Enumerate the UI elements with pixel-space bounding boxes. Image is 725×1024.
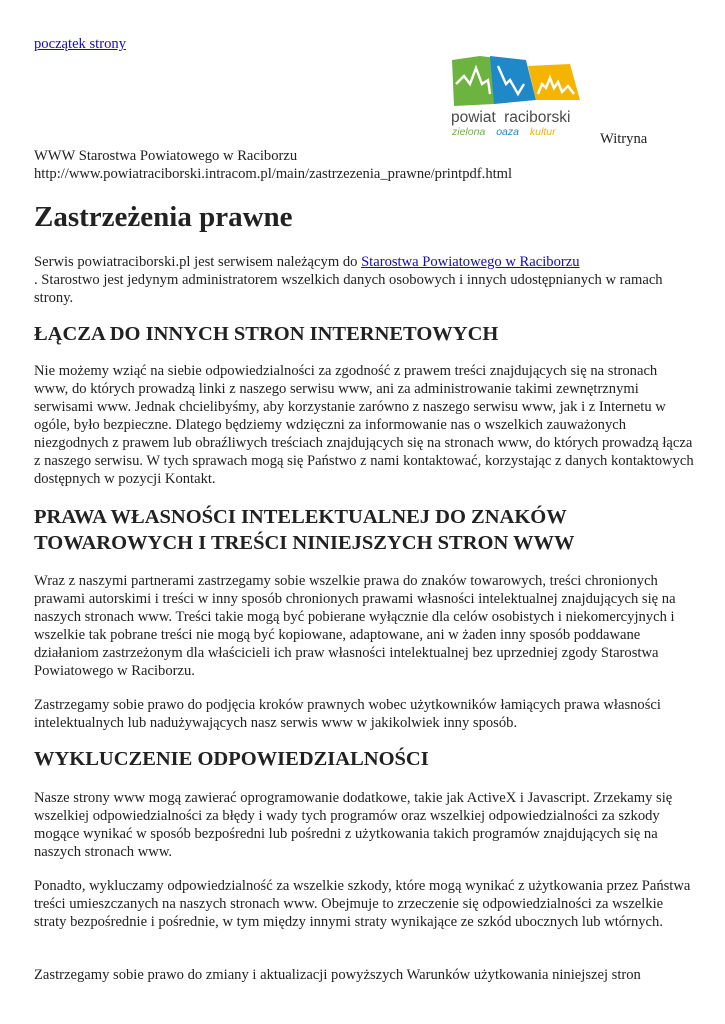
logo-word-raciborski: raciborski <box>504 109 571 126</box>
site-url: http://www.powiatraciborski.intracom.pl/main/zastrzezenia_prawne/printpdf.html <box>34 166 513 182</box>
intro-paragraph <box>34 253 694 307</box>
logo-yellow-shape <box>528 64 580 100</box>
svg-text:powiat raciborski <box>451 109 570 126</box>
logo-word-powiat: powiat <box>451 109 496 126</box>
logo-graphic <box>450 54 582 142</box>
section-heading-intellectual-property: PRAWA WŁASNOŚCI INTELEKTUALNEJ DO ZNAKÓW TOWAROWYCH I TREŚCI NINIEJSZYCH STRON WWW <box>34 506 575 554</box>
section-paragraph-liability-1: Nasze strony www mogą zawierać oprogramowanie dodatkowe, takie jak ActiveX i Javascript. Zrzekamy się wszelkiej odpowiedzialności za błędy i wady tych programów oraz wszelkiej odpowiedzialności za szkody mogące wynikać w sposób bezpośredni lub pośredni z użytkowania takich programów znajdujących się na naszych stronach www. <box>34 790 673 860</box>
section-paragraph-ip-1: Wraz z naszymi partnerami zastrzegamy sobie wszelkie prawa do znaków towarowych, treści chronionych prawami autorskimi i treści w inny sposób chronionych prawami własności intelektualnej znajdujących się na naszych stronach www. Treści takie mogą być pobierane wyłącznie dla celów osobistych i niekomercyjnych i wszelkie tak pobrane treści nie mogą być kopiowane, adaptowane, ani w żaden inny sposób poddawane działaniom zastrzeżonym dla właścicieli ich praw własności intelektualnej bez uprzedniej zgody Starostwa Powiatowego w Raciborzu. <box>34 573 676 679</box>
svg-text:zielona oaza k <box>451 126 556 138</box>
logo-tagline-zielona: zielona <box>452 126 486 138</box>
section-paragraph-liability-3: Zastrzegamy sobie prawo do zmiany i aktualizacji powyższych Warunków użytkowania niniejszej stron <box>34 967 641 983</box>
logo-tagline-kultur: kultur <box>529 126 556 138</box>
starostwo-link[interactable]: Starostwa Powiatowego w Raciborzu <box>361 254 580 270</box>
section-paragraph-ip-2: Zastrzegamy sobie prawo do podjęcia kroków prawnych wobec użytkowników łamiących prawa własności intelektualnych lub nadużywających nasz serwis www w jakikolwiek inny sposób. <box>34 697 661 731</box>
section-paragraph-liability-2: Ponadto, wykluczamy odpowiedzialność za wszelkie szkody, które mogą wynikać z użytkowania przez Państwa treści umieszczanych na naszych stronach www. Obejmuje to zrzeczenie się odpowiedzialności za wszelkie straty bezpośrednie i pośrednie, w tym między innymi straty wynikające ze szkód ubocznych lub wtórnych. <box>34 878 691 930</box>
logo-tagline-oaza: oaza <box>496 126 519 138</box>
site-name: WWW Starostwa Powiatowego w Raciborzu <box>34 148 298 164</box>
logo-blue-shape <box>490 56 536 104</box>
section-heading-links: ŁĄCZA DO INNYCH STRON INTERNETOWYCH <box>34 323 499 345</box>
site-label: Witryna <box>600 131 648 147</box>
section-paragraph-links: Nie możemy wziąć na siebie odpowiedzialności za zgodność z prawem treści znajdujących się na stronach www, do których prowadzą linki z naszego serwisu www, ani za administrowanie takimi zewnętrznymi serwisami www. Jednak chcielibyśmy, aby korzystanie zarówno z naszego serwisu www, jak i z Internetu w ogóle, było bezpieczne. Dlatego będziemy wdzięczni za informowanie nas o wszelkich zauważonych niezgodnych z prawem lub obraźliwych treściach znajdujących się na stronach www, do których prowadzą łącza z naszego serwisu. W tych sprawach mogą się Państwo z nami kontaktować, korzystając z danych kontaktowych dostępnych w pozycji Kontakt. <box>34 363 694 487</box>
page-title: Zastrzeżenia prawne <box>34 201 293 233</box>
intro-text-after: . Starostwo jest jedynym administratorem wszelkich danych osobowych i innych udostępnianych w ramach strony. <box>34 272 663 306</box>
top-of-page-link[interactable]: początek strony <box>34 36 126 52</box>
powiat-raciborski-logo <box>450 54 582 142</box>
intro-text-before: Serwis powiatraciborski.pl jest serwisem należącym do <box>34 254 362 270</box>
section-heading-liability: WYKLUCZENIE ODPOWIEDZIALNOŚCI <box>34 748 429 770</box>
